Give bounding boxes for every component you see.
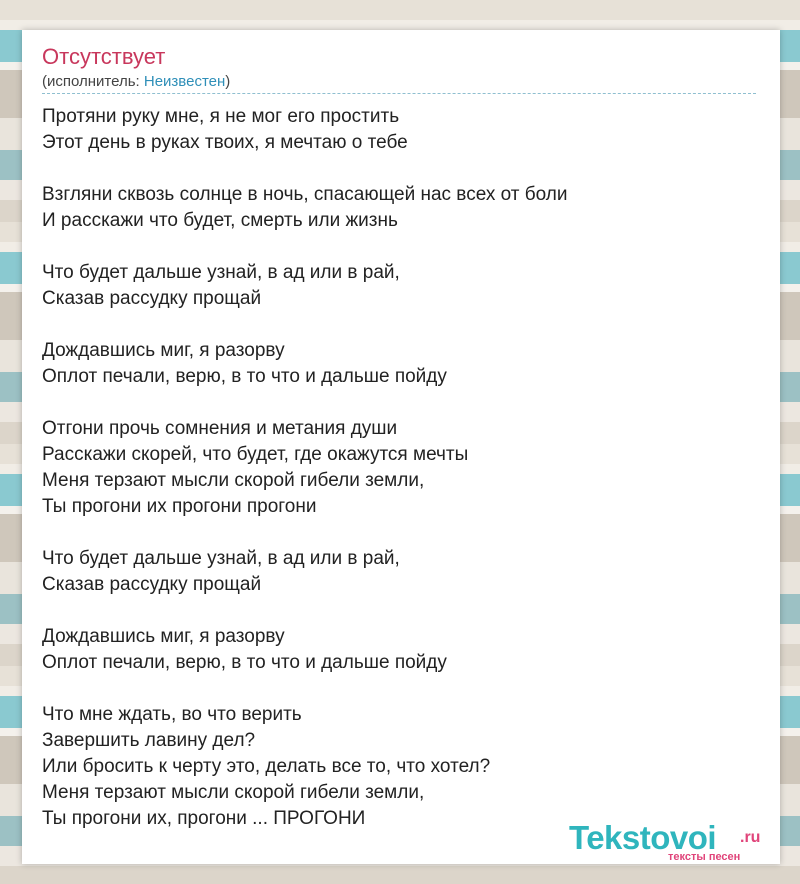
lyric-line: Дождавшись миг, я разорву [42,626,285,647]
watermark-tld: .ru [740,829,761,846]
lyric-line: Что мне ждать, во что верить [42,704,302,725]
lyric-line: Или бросить к черту это, делать все то, что хотел? [42,756,491,777]
lyric-line: Завершить лавину дел? [42,730,256,751]
site-watermark [569,818,779,862]
lyric-line: Сказав рассудку прощай [42,574,262,595]
lyric-line: Дождавшись миг, я разорву [42,340,285,361]
artist-line [42,73,230,91]
lyric-line: Протяни руку мне, я не мог его простить [42,106,400,127]
stanza-break [42,390,762,416]
lyric-line: Что будет дальше узнай, в ад или в рай, [42,548,400,569]
lyric-line: Меня терзают мысли скорой гибели земли, [42,782,425,803]
title-divider [42,93,756,94]
stanza-break [42,598,762,624]
lyric-line: Меня терзают мысли скорой гибели земли, [42,470,425,491]
lyric-line: Оплот печали, верю, в то что и дальше пойду [42,652,447,673]
lyric-line: Ты прогони их прогони прогони [42,496,317,517]
artist-suffix: ) [225,73,231,90]
lyric-line: Что будет дальше узнай, в ад или в рай, [42,262,400,283]
artist-prefix: (исполнитель: [42,73,144,90]
song-title: Отсутствует [42,44,166,69]
stanza-break [42,312,762,338]
stanza-break [42,676,762,702]
watermark-brand: Tekstovoi [569,819,717,856]
stanza-break [42,234,762,260]
lyric-line: Отгони прочь сомнения и метания души [42,418,398,439]
lyrics-card [22,30,780,864]
lyric-line: Расскажи скорей, что будет, где окажутся мечты [42,444,469,465]
lyric-line: Этот день в руках твоих, я мечтаю о тебе [42,132,408,153]
stanza-break [42,156,762,182]
lyric-line: Оплот печали, верю, в то что и дальше пойду [42,366,447,387]
lyric-line: Взгляни сквозь солнце в ночь, спасающей нас всех от боли [42,184,568,205]
lyrics-text [42,104,762,832]
lyric-line: Ты прогони их, прогони ... ПРОГОНИ [42,808,366,829]
lyric-line: Сказав рассудку прощай [42,288,262,309]
artist-link[interactable]: Неизвестен [143,73,226,90]
watermark-tagline: тексты песен [668,851,741,863]
lyric-line: И расскажи что будет, смерть или жизнь [42,210,398,231]
stanza-break [42,520,762,546]
